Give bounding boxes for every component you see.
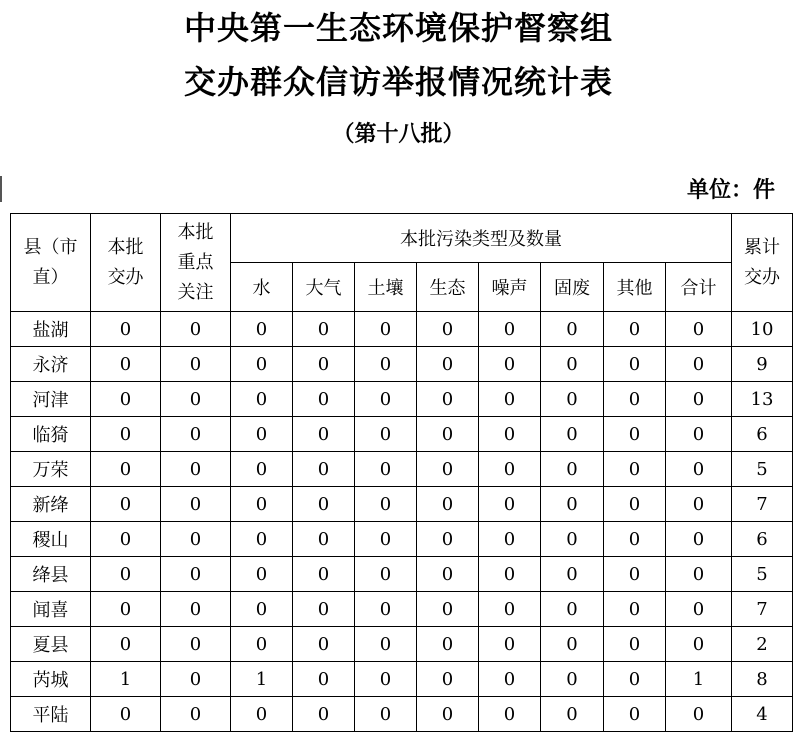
cell-focus: 0	[161, 697, 231, 732]
cell-county: 盐湖	[11, 312, 91, 347]
cell-focus: 0	[161, 347, 231, 382]
cell-cumulative: 6	[732, 522, 793, 557]
cell-focus: 0	[161, 557, 231, 592]
cell-solid-waste: 0	[541, 452, 604, 487]
cell-focus: 0	[161, 382, 231, 417]
header-key-focus-label: 本批重点关注	[177, 221, 214, 303]
cell-air: 0	[293, 627, 355, 662]
cell-soil: 0	[355, 522, 417, 557]
cell-solid-waste: 0	[541, 487, 604, 522]
cell-batch: 0	[91, 522, 161, 557]
cell-soil: 0	[355, 697, 417, 732]
cell-batch: 0	[91, 452, 161, 487]
table-body	[11, 312, 793, 732]
cell-total: 0	[666, 347, 732, 382]
header-solid-waste: 固废	[541, 263, 604, 312]
header-ecology: 生态	[417, 263, 479, 312]
cell-total: 0	[666, 487, 732, 522]
cell-noise: 0	[479, 522, 541, 557]
cell-other: 0	[604, 382, 666, 417]
cell-county: 河津	[11, 382, 91, 417]
cell-focus: 0	[161, 662, 231, 697]
cell-focus: 0	[161, 522, 231, 557]
cell-cumulative: 13	[732, 382, 793, 417]
cell-noise: 0	[479, 312, 541, 347]
table-row	[11, 487, 793, 522]
table-row	[11, 417, 793, 452]
cell-ecology: 0	[417, 697, 479, 732]
cell-water: 0	[231, 557, 293, 592]
cell-air: 0	[293, 487, 355, 522]
table-row	[11, 312, 793, 347]
table-row	[11, 452, 793, 487]
cell-air: 0	[293, 382, 355, 417]
cell-ecology: 0	[417, 452, 479, 487]
cell-ecology: 0	[417, 312, 479, 347]
cell-focus: 0	[161, 487, 231, 522]
cell-soil: 0	[355, 347, 417, 382]
header-air: 大气	[293, 263, 355, 312]
cell-other: 0	[604, 522, 666, 557]
cell-county: 芮城	[11, 662, 91, 697]
cell-batch: 1	[91, 662, 161, 697]
cell-noise: 0	[479, 697, 541, 732]
header-water: 水	[231, 263, 293, 312]
cell-water: 0	[231, 347, 293, 382]
cell-noise: 0	[479, 557, 541, 592]
cell-focus: 0	[161, 417, 231, 452]
cell-county: 平陆	[11, 697, 91, 732]
cell-other: 0	[604, 697, 666, 732]
cell-batch: 0	[91, 557, 161, 592]
cell-solid-waste: 0	[541, 697, 604, 732]
cell-total: 0	[666, 627, 732, 662]
cell-total: 0	[666, 417, 732, 452]
cell-cumulative: 2	[732, 627, 793, 662]
cell-batch: 0	[91, 592, 161, 627]
cell-batch: 0	[91, 487, 161, 522]
cell-soil: 0	[355, 662, 417, 697]
cell-batch: 0	[91, 312, 161, 347]
cell-cumulative: 8	[732, 662, 793, 697]
header-key-focus	[161, 214, 231, 312]
cell-air: 0	[293, 662, 355, 697]
cell-soil: 0	[355, 592, 417, 627]
cell-soil: 0	[355, 557, 417, 592]
cell-water: 0	[231, 697, 293, 732]
left-edge-mark	[0, 176, 2, 202]
header-cumulative-label: 累计交办	[744, 236, 780, 288]
cell-cumulative: 6	[732, 417, 793, 452]
cell-noise: 0	[479, 347, 541, 382]
title-line-1: 中央第一生态环境保护督察组	[183, 9, 613, 47]
cell-noise: 0	[479, 662, 541, 697]
cell-other: 0	[604, 662, 666, 697]
cell-ecology: 0	[417, 487, 479, 522]
header-pollution-group: 本批污染类型及数量	[231, 214, 732, 263]
cell-air: 0	[293, 347, 355, 382]
cell-other: 0	[604, 417, 666, 452]
header-this-batch	[91, 214, 161, 312]
cell-cumulative: 5	[732, 452, 793, 487]
cell-noise: 0	[479, 627, 541, 662]
cell-soil: 0	[355, 382, 417, 417]
cell-total: 0	[666, 312, 732, 347]
cell-soil: 0	[355, 627, 417, 662]
cell-ecology: 0	[417, 347, 479, 382]
cell-county: 万荣	[11, 452, 91, 487]
table-row	[11, 557, 793, 592]
cell-other: 0	[604, 627, 666, 662]
cell-other: 0	[604, 487, 666, 522]
cell-air: 0	[293, 697, 355, 732]
cell-noise: 0	[479, 382, 541, 417]
cell-total: 0	[666, 557, 732, 592]
cell-county: 永济	[11, 347, 91, 382]
cell-water: 0	[231, 452, 293, 487]
cell-water: 0	[231, 312, 293, 347]
cell-batch: 0	[91, 347, 161, 382]
cell-ecology: 0	[417, 417, 479, 452]
cell-air: 0	[293, 312, 355, 347]
cell-cumulative: 7	[732, 592, 793, 627]
cell-solid-waste: 0	[541, 382, 604, 417]
cell-batch: 0	[91, 417, 161, 452]
cell-solid-waste: 0	[541, 592, 604, 627]
cell-county: 新绛	[11, 487, 91, 522]
cell-ecology: 0	[417, 662, 479, 697]
cell-ecology: 0	[417, 522, 479, 557]
title-line-2: 交办群众信访举报情况统计表	[183, 63, 613, 101]
cell-solid-waste: 0	[541, 662, 604, 697]
table-row	[11, 627, 793, 662]
cell-other: 0	[604, 592, 666, 627]
header-county-label: 县（市直）	[23, 236, 78, 288]
cell-county: 闻喜	[11, 592, 91, 627]
cell-air: 0	[293, 557, 355, 592]
cell-air: 0	[293, 452, 355, 487]
cell-cumulative: 9	[732, 347, 793, 382]
cell-noise: 0	[479, 487, 541, 522]
table-row	[11, 347, 793, 382]
cell-water: 0	[231, 417, 293, 452]
cell-solid-waste: 0	[541, 417, 604, 452]
cell-total: 0	[666, 522, 732, 557]
cell-other: 0	[604, 452, 666, 487]
cell-soil: 0	[355, 487, 417, 522]
cell-water: 0	[231, 627, 293, 662]
cell-batch: 0	[91, 627, 161, 662]
cell-county: 夏县	[11, 627, 91, 662]
cell-cumulative: 10	[732, 312, 793, 347]
cell-noise: 0	[479, 417, 541, 452]
header-other: 其他	[604, 263, 666, 312]
statistics-table	[10, 213, 793, 732]
cell-cumulative: 7	[732, 487, 793, 522]
header-cumulative	[732, 214, 793, 312]
cell-soil: 0	[355, 312, 417, 347]
cell-soil: 0	[355, 452, 417, 487]
cell-county: 稷山	[11, 522, 91, 557]
cell-county: 临猗	[11, 417, 91, 452]
cell-soil: 0	[355, 417, 417, 452]
cell-ecology: 0	[417, 557, 479, 592]
cell-total: 0	[666, 382, 732, 417]
cell-batch: 0	[91, 382, 161, 417]
header-noise: 噪声	[479, 263, 541, 312]
cell-water: 0	[231, 487, 293, 522]
cell-focus: 0	[161, 592, 231, 627]
cell-other: 0	[604, 312, 666, 347]
cell-batch: 0	[91, 697, 161, 732]
header-this-batch-label: 本批交办	[107, 236, 144, 288]
cell-noise: 0	[479, 452, 541, 487]
cell-solid-waste: 0	[541, 347, 604, 382]
cell-solid-waste: 0	[541, 312, 604, 347]
header-county	[11, 214, 91, 312]
cell-ecology: 0	[417, 592, 479, 627]
table-row	[11, 662, 793, 697]
cell-water: 0	[231, 592, 293, 627]
cell-total: 1	[666, 662, 732, 697]
cell-cumulative: 4	[732, 697, 793, 732]
cell-solid-waste: 0	[541, 522, 604, 557]
cell-water: 1	[231, 662, 293, 697]
cell-focus: 0	[161, 627, 231, 662]
batch-label: （第十八批）	[332, 122, 465, 147]
cell-total: 0	[666, 592, 732, 627]
cell-other: 0	[604, 347, 666, 382]
header-total: 合计	[666, 263, 732, 312]
table-row	[11, 697, 793, 732]
cell-noise: 0	[479, 592, 541, 627]
cell-ecology: 0	[417, 382, 479, 417]
cell-air: 0	[293, 417, 355, 452]
unit-label: 单位：件	[686, 178, 775, 203]
cell-total: 0	[666, 452, 732, 487]
table-row	[11, 592, 793, 627]
cell-cumulative: 5	[732, 557, 793, 592]
cell-focus: 0	[161, 312, 231, 347]
cell-air: 0	[293, 592, 355, 627]
cell-focus: 0	[161, 452, 231, 487]
table-row	[11, 522, 793, 557]
cell-county: 绛县	[11, 557, 91, 592]
cell-other: 0	[604, 557, 666, 592]
cell-water: 0	[231, 522, 293, 557]
header-soil: 土壤	[355, 263, 417, 312]
cell-ecology: 0	[417, 627, 479, 662]
cell-solid-waste: 0	[541, 627, 604, 662]
cell-solid-waste: 0	[541, 557, 604, 592]
cell-water: 0	[231, 382, 293, 417]
cell-air: 0	[293, 522, 355, 557]
cell-total: 0	[666, 697, 732, 732]
table-row	[11, 382, 793, 417]
